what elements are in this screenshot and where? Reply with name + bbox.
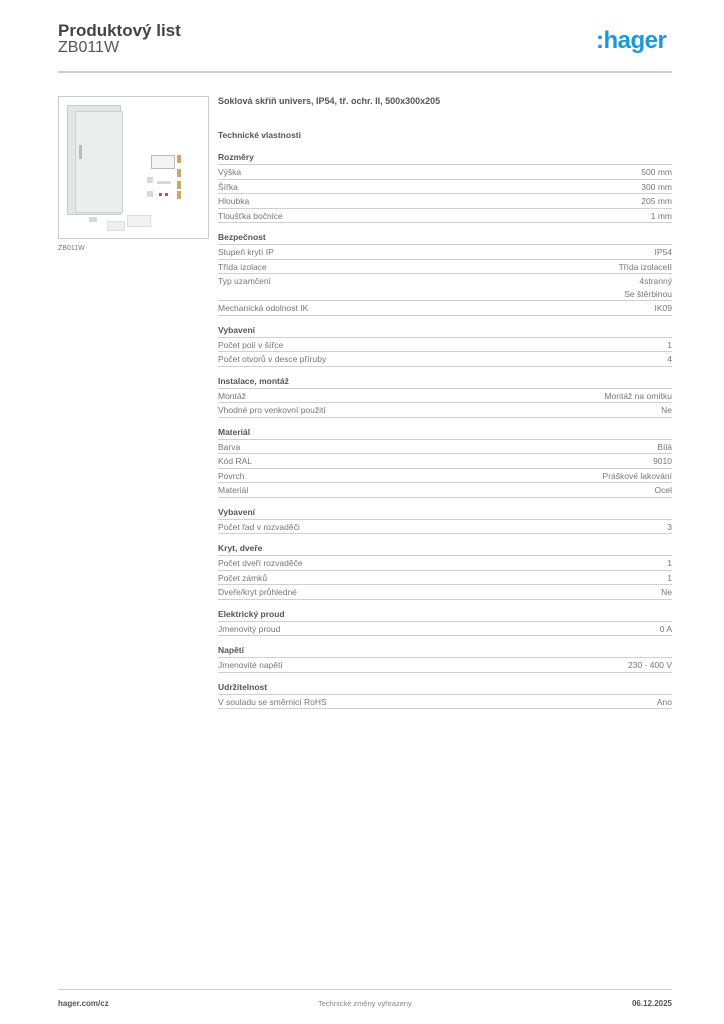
row-label: Počet otvorů v desce příruby [218,354,327,364]
row-value: 230 - 400 V [628,660,672,670]
accessory-part [127,215,151,227]
row-value: 0 A [659,623,672,634]
table-row [218,165,672,180]
table-row [218,585,672,600]
row-value: Ne [661,405,672,415]
row-value: 1 mm [650,210,672,221]
row-value: Bílá [657,441,672,452]
footer-website-link[interactable]: hager.com/cz [58,999,109,1008]
product-description: Soklová skříň univers, IP54, tř. ochr. II, 500x300x205 [218,96,441,106]
table-row [218,454,672,469]
row-value: 4 [667,354,672,364]
section-dimensions [218,152,672,223]
table-row [218,556,672,571]
hager-logo: :hager [596,27,667,54]
row-label: Materiál [218,485,249,495]
table-row [218,469,672,484]
row-value-line-1: 4stranný [639,276,672,286]
table-row [218,571,672,586]
row-label: Počet řad v rozvaděči [218,521,300,532]
row-label: Montáž [218,390,246,401]
row-label: Počet zámků [218,572,268,583]
accessory-frame [151,155,175,169]
accessory-part [177,169,181,177]
row-value-line-2: Se štěrbinou [624,288,672,299]
row-value: Práškové lakování [602,470,672,481]
cabinet-door [75,111,123,213]
page-title: Produktový list [58,21,181,40]
row-value: IK09 [654,303,672,313]
row-label: Typ uzamčení [218,276,271,286]
table-row [218,483,672,498]
door-handle-icon [79,145,82,159]
row-value: 1 [667,339,672,350]
row-value: Ne [661,587,672,597]
row-value: Ano [656,696,672,707]
section-title: Napětí [218,645,672,658]
row-label: Třída izolace [218,261,267,272]
section-equipment [218,325,672,367]
table-row [218,403,672,418]
section-safety [218,232,672,316]
section-title: Instalace, montáž [218,376,672,389]
table-row [218,209,672,224]
row-label: Šířka [218,181,238,192]
row-value: 1 [667,558,672,568]
section-sustainability [218,682,672,710]
tech-heading: Technické vlastnosti [218,130,301,140]
row-value: 500 mm [641,167,672,177]
accessory-part [165,193,168,196]
section-voltage [218,645,672,673]
image-caption: ZB011W [58,245,85,252]
row-value: 3 [667,521,672,532]
section-material [218,427,672,498]
row-label: Dveře/kryt průhledné [218,587,297,597]
row-value: Ocel [654,485,672,495]
accessory-part [89,217,97,222]
section-installation [218,376,672,418]
table-row [218,245,672,260]
accessory-part [107,221,125,231]
row-label: Barva [218,441,241,452]
table-row [218,658,672,673]
accessory-part [157,181,171,184]
accessory-part [147,191,153,197]
row-label: Vhodné pro venkovní použití [218,405,326,415]
row-label: Povrch [218,470,245,481]
accessory-part [147,177,153,183]
table-row [218,274,672,301]
section-equipment-2 [218,507,672,535]
accessory-part [177,181,181,189]
table-row [218,440,672,455]
section-title: Vybavení [218,325,672,338]
section-title: Vybavení [218,507,672,520]
table-row [218,352,672,367]
row-label: Tloušťka bočnice [218,210,283,221]
product-code: ZB011W [58,39,120,56]
accessory-part [177,155,181,163]
section-title: Kryt, dveře [218,543,672,556]
section-cover-door [218,543,672,600]
section-current [218,609,672,637]
footer-divider [58,989,672,990]
row-value: IP54 [654,247,672,257]
row-value: Montáž na omítku [604,390,672,401]
header-divider [58,71,672,73]
row-value [624,275,672,300]
table-row [218,338,672,353]
row-label: Jmenovité napětí [218,660,283,670]
row-value: 9010 [653,456,672,466]
section-title: Udržitelnost [218,682,672,695]
table-row [218,695,672,710]
footer-date: 06.12.2025 [631,999,672,1008]
row-value: Třída izolaceII [618,261,672,272]
product-image [58,96,209,239]
row-label: Počet dveří rozvaděče [218,558,303,568]
row-label: Počet polí v šířce [218,339,284,350]
row-label: Kód RAL [218,456,253,466]
section-title: Materiál [218,427,672,440]
row-label: Jmenovitý proud [218,623,281,634]
table-row [218,260,672,275]
table-row [218,180,672,195]
row-label: Stupeň krytí IP [218,247,274,257]
accessory-part [159,193,162,196]
row-label: V souladu se směrnicí RoHS [218,696,327,707]
accessory-part [177,191,181,199]
table-row [218,194,672,209]
row-value: 205 mm [641,196,672,206]
table-row [218,622,672,637]
footer-note: Technické změny vyhrazeny [318,999,412,1008]
row-label: Hloubka [218,196,250,206]
section-title: Elektrický proud [218,609,672,622]
section-title: Bezpečnost [218,232,672,245]
table-row [218,520,672,535]
row-label: Výška [218,167,242,177]
product-details [218,96,672,718]
table-row [218,389,672,404]
row-value: 300 mm [641,181,672,192]
row-label: Mechanická odolnost IK [218,303,309,313]
row-value: 1 [667,572,672,583]
section-title: Rozměry [218,152,672,165]
table-row [218,301,672,316]
